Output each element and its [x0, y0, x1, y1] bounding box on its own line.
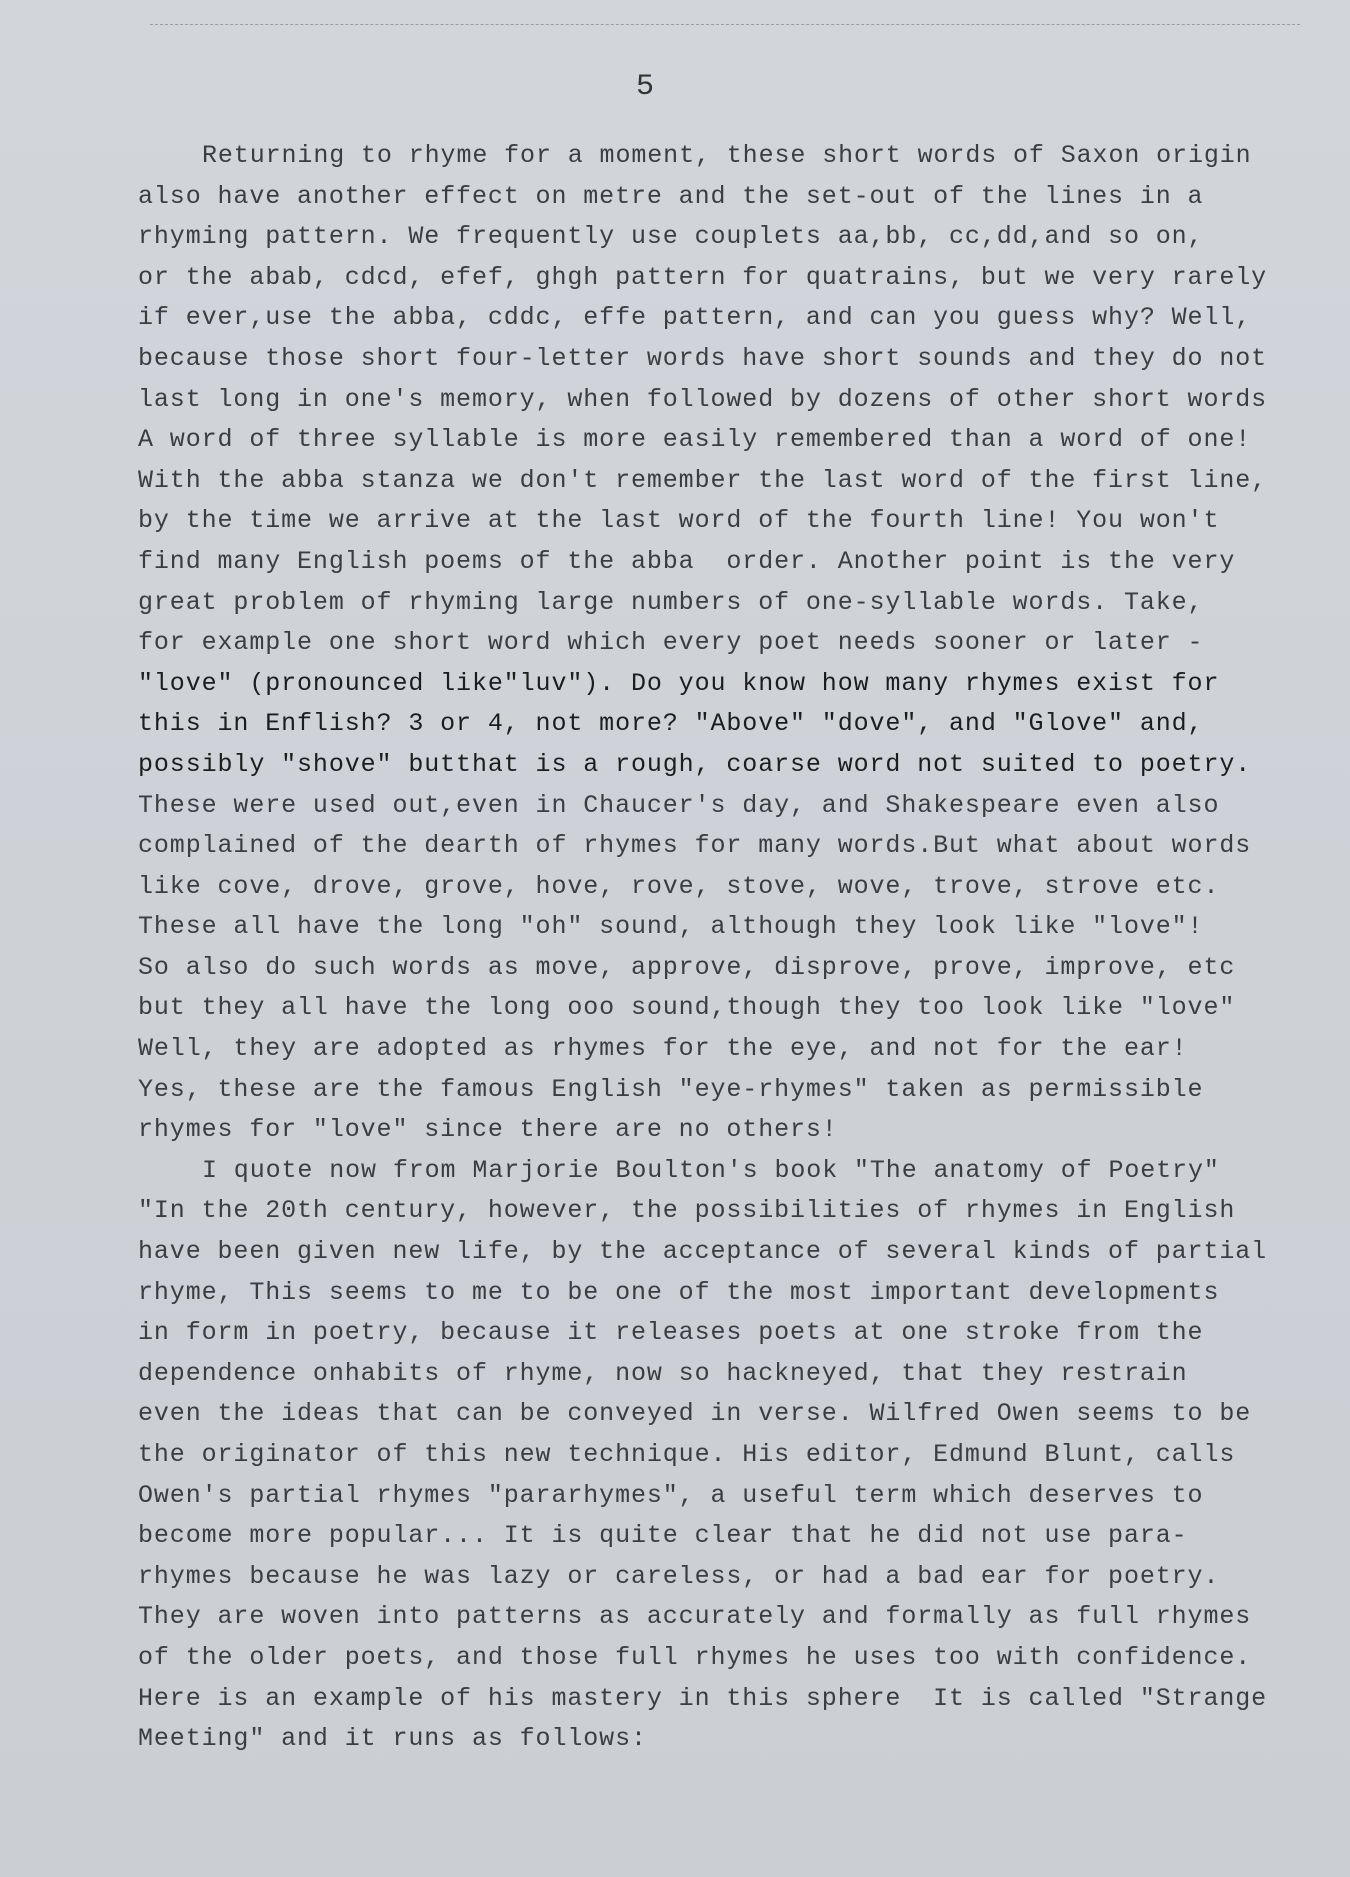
text-line: These all have the long "oh" sound, although they look like "love"! [138, 912, 1204, 942]
text-line: So also do such words as move, approve, disprove, prove, improve, etc [138, 952, 1236, 982]
page-number: 5 [636, 70, 655, 104]
paragraph-1 [138, 136, 1328, 1151]
text-line: rhyming pattern. We frequently use couplets aa,bb, cc,dd,and so on, [138, 222, 1204, 252]
text-line: "In the 20th century, however, the possibilities of rhymes in English [138, 1196, 1236, 1226]
text-line: or the abab, cdcd, efef, ghgh pattern for quatrains, but we very rarely [138, 262, 1268, 292]
text-line: I quote now from Marjorie Boulton's book "The anatomy of Poetry" [202, 1155, 1220, 1185]
top-rule [150, 24, 1300, 25]
text-line: rhymes because he was lazy or careless, or had a bad ear for poetry. [138, 1561, 1220, 1591]
text-line: complained of the dearth of rhymes for many words.But what about words [138, 831, 1252, 861]
text-line: in form in poetry, because it releases poets at one stroke from the [138, 1318, 1204, 1348]
text-line: rhyme, This seems to me to be one of the most important developments [138, 1277, 1220, 1307]
text-line: "love" (pronounced like"luv"). Do you know how many rhymes exist for [138, 668, 1220, 698]
text-line: Here is an example of his mastery in this sphere It is called "Strange [138, 1683, 1268, 1713]
text-line: Yes, these are the famous English "eye-rhymes" taken as permissible [138, 1074, 1204, 1104]
text-line: become more popular... It is quite clear that he did not use para- [138, 1521, 1188, 1551]
text-line: if ever,use the abba, cddc, effe pattern, and can you guess why? Well, [138, 303, 1252, 333]
text-line: possibly "shove" butthat is a rough, coarse word not suited to poetry. [138, 749, 1252, 779]
text-line: for example one short word which every poet needs sooner or later - [138, 628, 1204, 658]
text-line: by the time we arrive at the last word of the fourth line! You won't [138, 506, 1220, 536]
text-line: dependence onhabits of rhyme, now so hackneyed, that they restrain [138, 1358, 1188, 1388]
text-line: the originator of this new technique. His editor, Edmund Blunt, calls [138, 1440, 1236, 1469]
text-line: because those short four-letter words have short sounds and they do not [138, 343, 1268, 373]
text-line: Well, they are adopted as rhymes for the eye, and not for the ear! [138, 1034, 1188, 1064]
text-line: Returning to rhyme for a moment, these short words of Saxon origin [202, 141, 1252, 170]
text-line: Meeting" and it runs as follows: [138, 1724, 647, 1754]
text-line: Owen's partial rhymes "pararhymes", a useful term which deserves to [138, 1480, 1204, 1510]
text-line: last long in one's memory, when followed by dozens of other short words [138, 384, 1268, 414]
text-line: have been given new life, by the acceptance of several kinds of partial [138, 1237, 1268, 1267]
paragraph-2 [138, 1151, 1328, 1760]
text-line: of the older poets, and those full rhymes he uses too with confidence. [138, 1642, 1252, 1672]
text-line: With the abba stanza we don't remember the last word of the first line, [138, 465, 1268, 495]
text-line: also have another effect on metre and the set-out of the lines in a [138, 181, 1204, 211]
text-line: great problem of rhyming large numbers of one-syllable words. Take, [138, 587, 1204, 617]
text-line: They are woven into patterns as accurately and formally as full rhymes [138, 1602, 1252, 1632]
text-line: like cove, drove, grove, hove, rove, stove, wove, trove, strove etc. [138, 871, 1220, 901]
text-line: rhymes for "love" since there are no others! [138, 1115, 838, 1145]
text-line: this in Enflish? 3 or 4, not more? "Above" "dove", and "Glove" and, [138, 709, 1204, 739]
text-line: find many English poems of the abba order. Another point is the very [138, 546, 1236, 576]
text-line: but they all have the long ooo sound,though they too look like "love" [138, 993, 1236, 1023]
text-line: even the ideas that can be conveyed in verse. Wilfred Owen seems to be [138, 1399, 1252, 1429]
text-line: These were used out,even in Chaucer's day, and Shakespeare even also [138, 790, 1220, 820]
text-line: A word of three syllable is more easily remembered than a word of one! [138, 425, 1252, 455]
body-text [138, 136, 1328, 1760]
